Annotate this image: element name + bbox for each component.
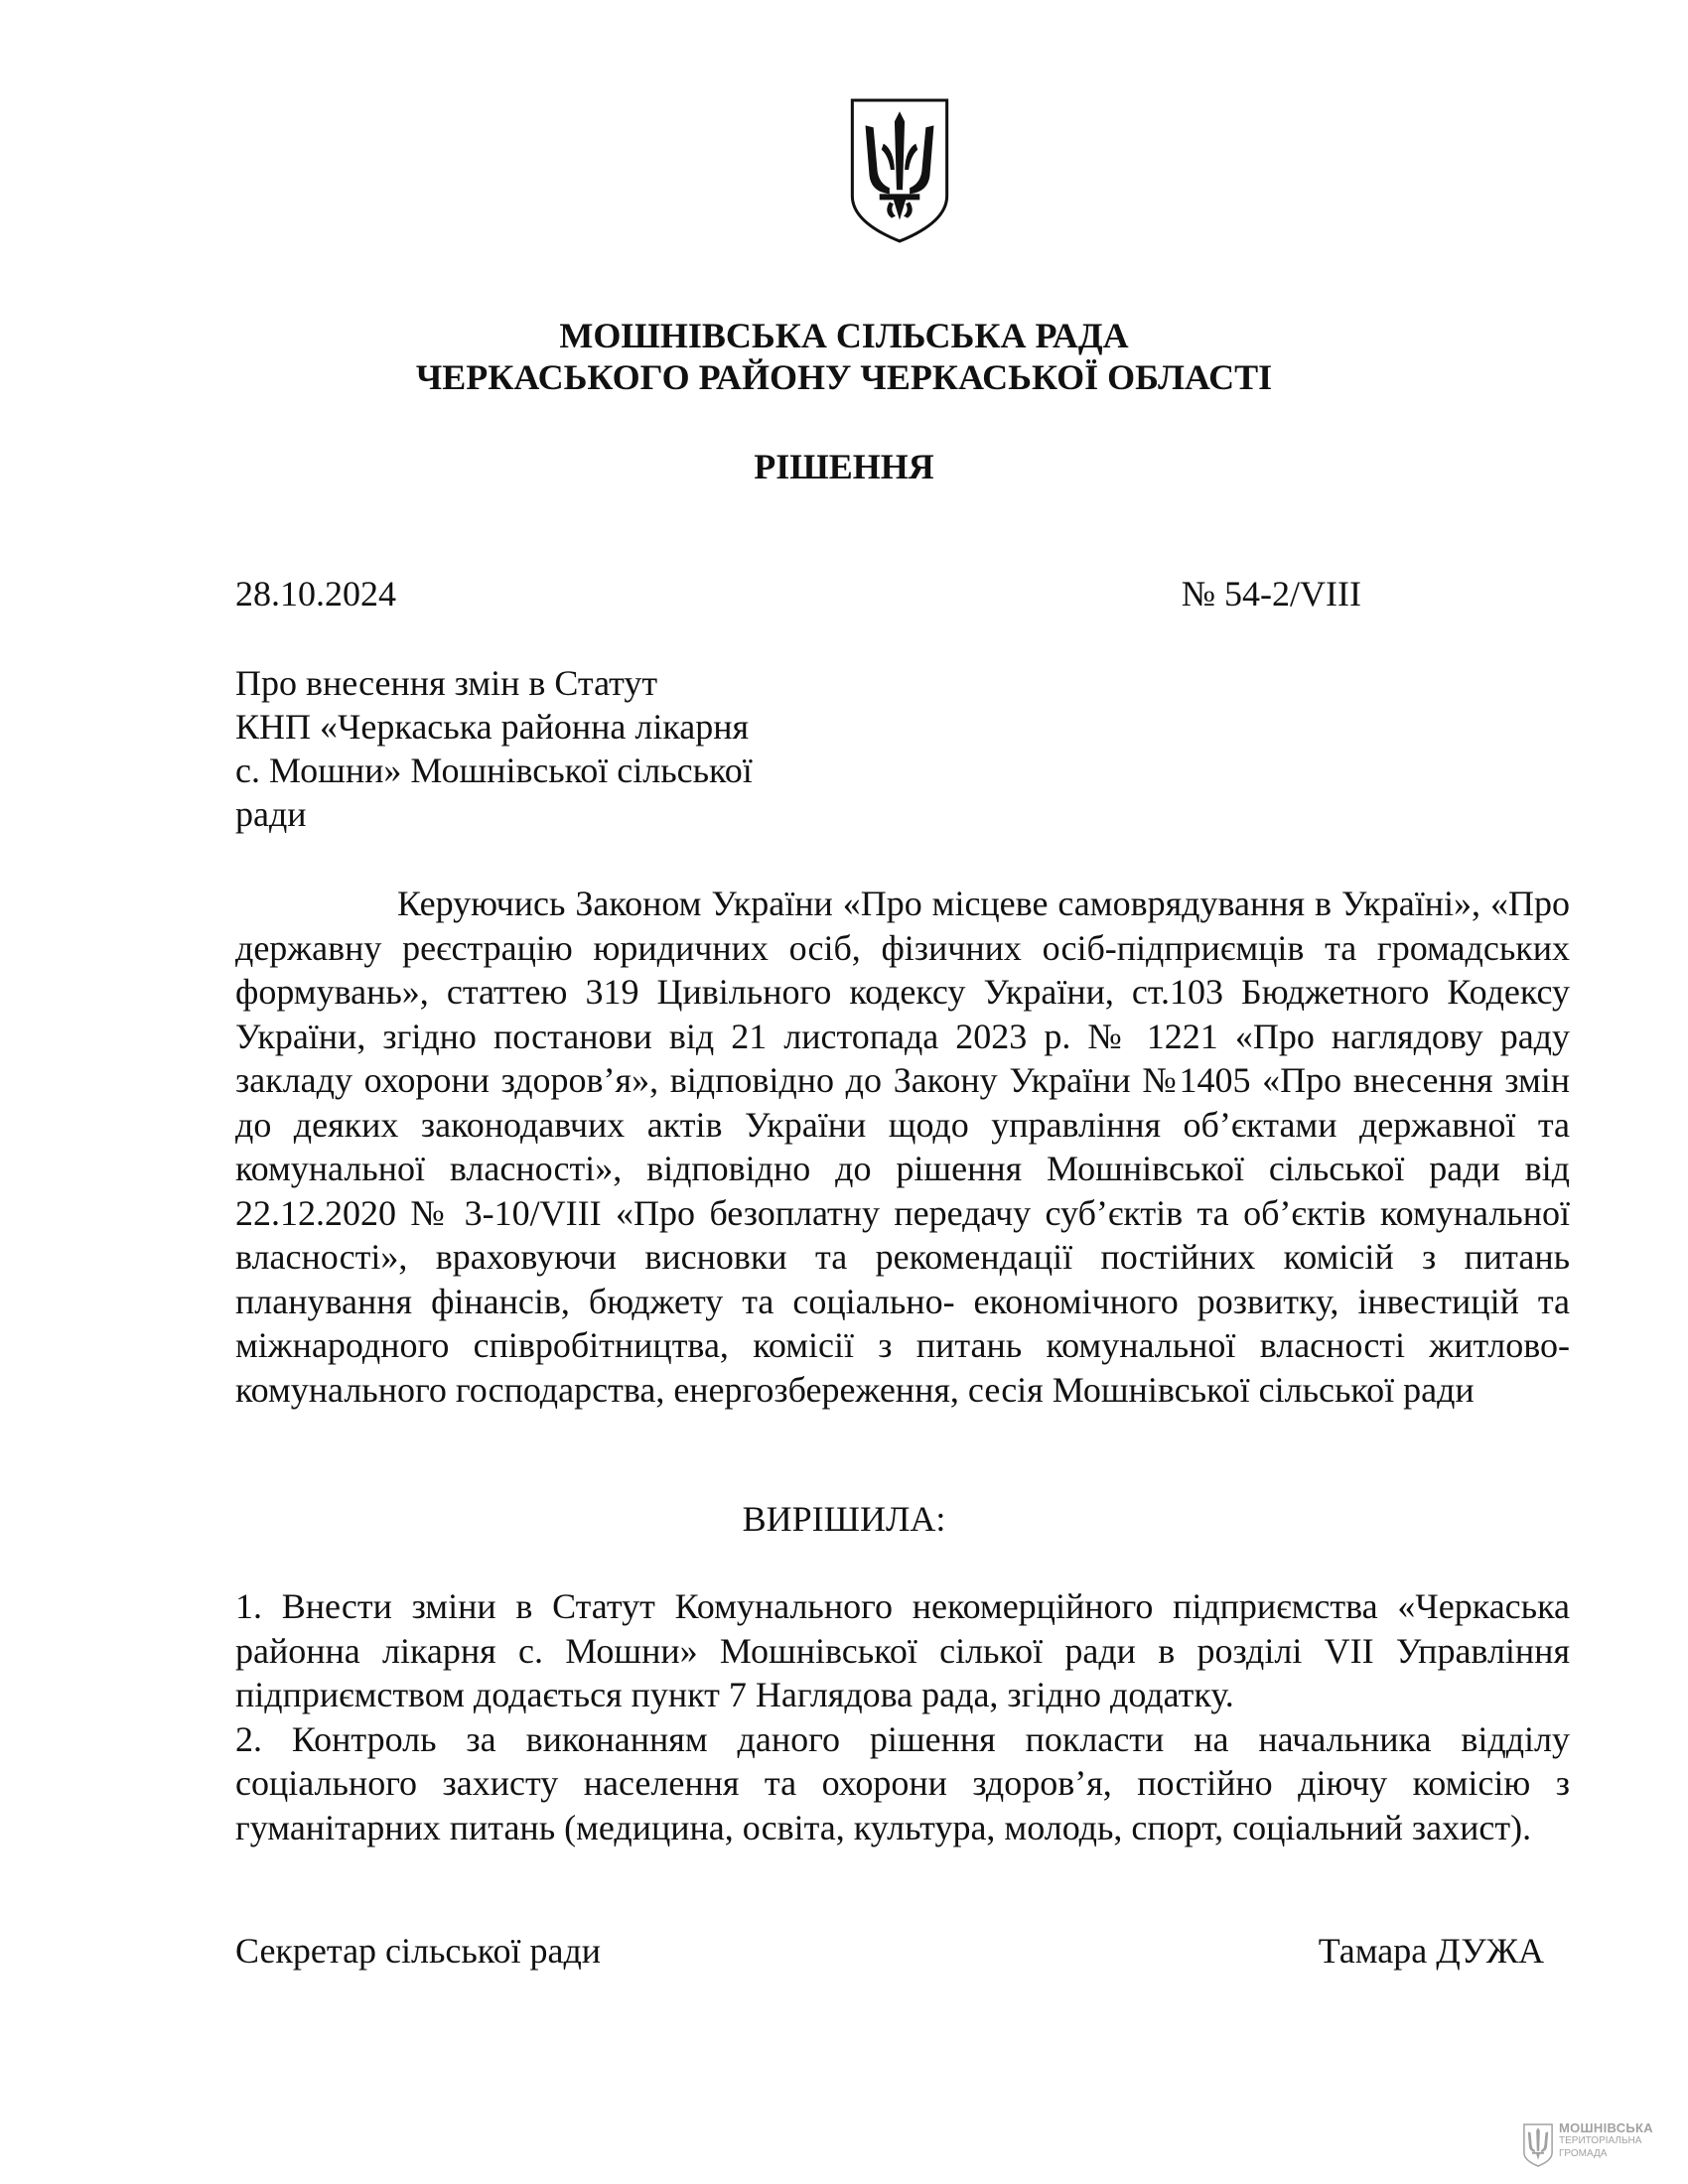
decision-subject [235, 661, 871, 836]
subject-line: Про внесення змін в Статут [235, 663, 658, 703]
document-type-title: РІШЕННЯ [754, 447, 934, 486]
resolved-heading: ВИРІШИЛА: [742, 1499, 946, 1539]
decision-date: 28.10.2024 [235, 574, 396, 614]
decision-items [235, 1584, 1570, 1849]
council-name: МОШНІВСЬКА СІЛЬСЬКА РАДА [559, 316, 1129, 355]
community-watermark [1523, 2121, 1672, 2171]
watermark-line: ТЕРИТОРІАЛЬНА [1559, 2135, 1642, 2146]
decision-item: 1. Внести зміни в Статут Комунального некомерційного підприємства «Черкаська районна лікарня с. Мошни» Мошнівської сілької ради в розділі VII Управління підприємством додається пункт 7 Наглядова рада, згідно додатку. [235, 1586, 1570, 1714]
preamble-paragraph: Керуючись Законом України «Про місцеве самоврядування в Україні», «Про державну реєстрацію юридичних осіб, фізичних осіб-підприємців та громадських формувань», статтею 319 Цивільного кодексу України, ст.103 Бюджетного Кодексу України, згідно постанови від 21 листопада 2023 р. № 1221 «Про наглядову раду закладу охорони здоров’я», відповідно до Закону України №1405 «Про внесення змін до деяких законодавчих актів України щодо управління об’єктами державної та комунальної власності», відповідно до рішення Мошнівської сільської ради від 22.12.2020 № 3-10/VIII «Про безоплатну передачу суб’єктів та об’єктів комунальної власності», враховуючи висновки та рекомендації постійних комісій з питань планування фінансів, бюджету та соціально- економічного розвитку, інвестицій та міжнародного співробітництва, комісії з питань комунальної власності житлово-комунального господарства, енергозбереження, сесія Мошнівської сільської ради [235, 884, 1570, 1410]
subject-line: КНП «Черкаська районна лікарня [235, 707, 750, 747]
trident-coat-of-arms-icon [849, 97, 950, 244]
decision-item: 2. Контроль за виконанням даного рішення покласти на начальника відділу соціального захисту населення та охорони здоров’я, постійно діючу комісію з гуманітарних питань (медицина, освіта, культура, молодь, спорт, соціальний захист). [235, 1718, 1570, 1847]
subject-line: ради [235, 794, 307, 834]
subject-line: с. Мошни» Мошнівської сільської [235, 751, 753, 790]
watermark-line: ГРОМАДА [1559, 2148, 1608, 2159]
signer-title: Секретар сільської ради [235, 1931, 602, 1971]
district-name: ЧЕРКАСЬКОГО РАЙОНУ ЧЕРКАСЬКОЇ ОБЛАСТІ [415, 357, 1273, 397]
decision-number: № 54-2/VIII [1181, 574, 1361, 614]
signer-name: Тамара ДУЖА [1318, 1931, 1544, 1971]
trident-icon [1523, 2123, 1553, 2167]
watermark-text [1559, 2121, 1653, 2160]
watermark-line: МОШНІВСЬКА [1559, 2120, 1653, 2135]
